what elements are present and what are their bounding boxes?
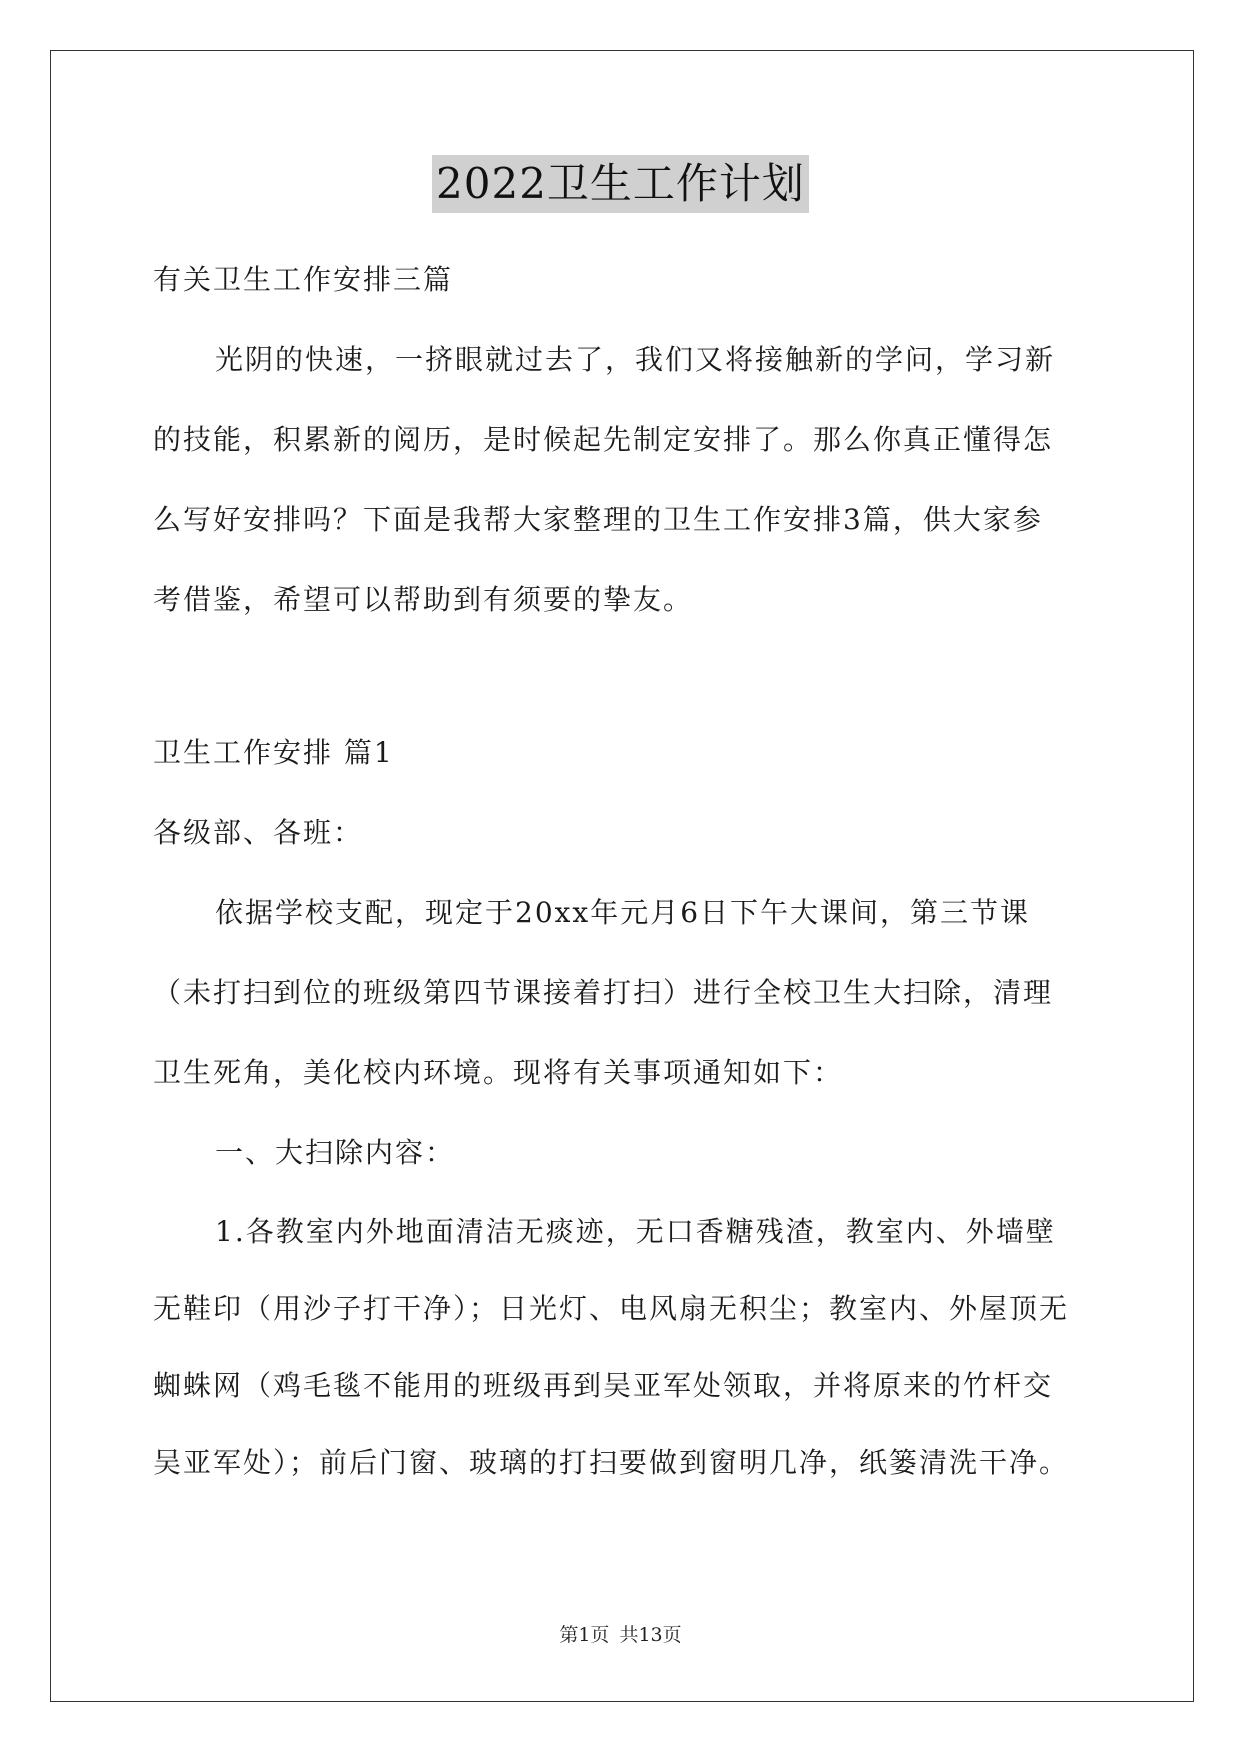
- title-container: [0, 155, 1241, 213]
- item-line: 吴亚军处）；前后门窗、玻璃的打扫要做到窗明几净，纸篓清洗干净。: [153, 1446, 1070, 1479]
- intro-line: 的技能，积累新的阅历，是时候起先制定安排了。那么你真正懂得怎: [153, 423, 1054, 456]
- intro-line: 考借鉴，希望可以帮助到有须要的挚友。: [153, 583, 694, 616]
- item-line: 1.各教室内外地面清洁无痰迹，无口香糖残渣，教室内、外墙壁: [215, 1215, 1056, 1248]
- page-total: 共13页: [619, 1624, 682, 1646]
- paragraph-gap: [153, 640, 1093, 713]
- notice-line: （未打扫到位的班级第四节课接着打扫）进行全校卫生大扫除，清理: [153, 976, 1054, 1009]
- document-body: [153, 240, 1093, 1501]
- page-footer: [0, 1620, 1241, 1647]
- document-title: 2022卫生工作计划: [432, 155, 809, 213]
- document-subtitle: 有关卫生工作安排三篇: [153, 263, 454, 296]
- intro-line: 么写好安排吗？下面是我帮大家整理的卫生工作安排3篇，供大家参: [153, 503, 1043, 536]
- item-line: 蜘蛛网（鸡毛毯不能用的班级再到吴亚军处领取，并将原来的竹杆交: [153, 1369, 1054, 1402]
- item-line: 无鞋印（用沙子打干净）；日光灯、电风扇无积尘；教室内、外屋顶无: [153, 1292, 1070, 1325]
- intro-line: 光阴的快速，一挤眼就过去了，我们又将接触新的学问，学习新: [215, 343, 1056, 376]
- notice-line: 卫生死角，美化校内环境。现将有关事项通知如下：: [153, 1056, 844, 1089]
- salutation: 各级部、各班：: [153, 816, 364, 849]
- notice-line: 依据学校支配，现定于20xx年元月6日下午大课间，第三节课: [215, 896, 1031, 929]
- section-heading: 卫生工作安排 篇1: [153, 736, 394, 769]
- item-heading: 一、大扫除内容：: [215, 1136, 456, 1169]
- page-number: 第1页: [559, 1624, 610, 1646]
